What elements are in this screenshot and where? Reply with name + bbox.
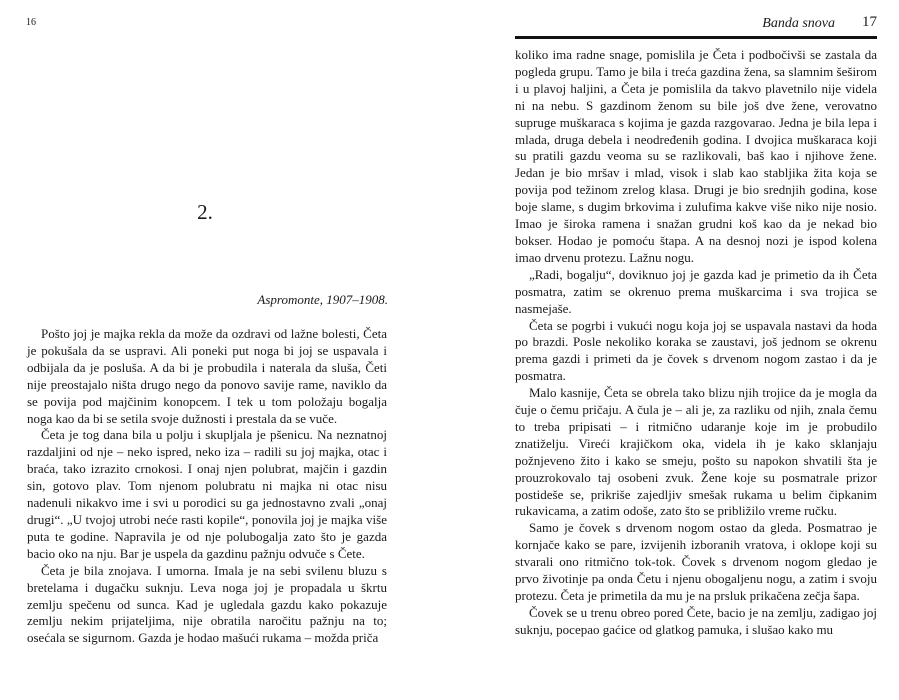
paragraph: „Radi, bogalju“, doviknuo joj je gazda kad je primetio da ih Četa posmatra, zatim se okrenuo prema muškarcima i sva trojica se nasmejaše. bbox=[515, 266, 877, 316]
right-page-number: 17 bbox=[862, 14, 877, 30]
paragraph: Pošto joj je majka rekla da može da ozdravi od lažne bolesti, Četa je pokušala da se uspravi. Ali poneki put noga bi joj se uspavala i odbijala da je posluša. A da bi je probudila i naterala da sluša, Četi nije preostajalo ništa drugo nego da ponovo savije rame, naviklo da se povija pod majčinim konopcem. I tek u tom položaju bogalja noga kao da bi se setila svoje dužnosti i prestala da se vuče. bbox=[27, 326, 387, 426]
left-body-text bbox=[27, 326, 387, 647]
right-page bbox=[450, 0, 899, 700]
paragraph: Čovek se u trenu obreo pored Čete, bacio je na zemlju, zadigao joj suknju, pocepao gaćice od glatkog pamuka, i slušao kako mu bbox=[515, 604, 877, 637]
paragraph: Samo je čovek s drvenom nogom ostao da gleda. Posmatrao je kornjače kako se pare, izvijenih izboranih vratova, i oklope koji su stvarali ono ritmično tok-tok. Čovek s drvenom nogom gledao je prvo životinje pa onda Četu i njenu obogaljenu nogu, a zatim i svoju protezu. Četa je primetila da mu je na prsluk prikačena zečja šapa. bbox=[515, 520, 877, 603]
paragraph: Četa se pogrbi i vukući nogu koja joj se uspavala nastavi da hoda po brazdi. Posle nekoliko koraka se zaustavi, još jednom se okrenu prema gazdi i primeti da je čovek s drvenom nogom zastao i da je posmatra. bbox=[515, 317, 877, 384]
epigraph: Aspromonte, 1907–1908. bbox=[257, 292, 388, 307]
paragraph: Četa je bila znojava. I umorna. Imala je na sebi svilenu bluzu s bretelama i dugačku suknju. Leva noga joj je propadala u škrtu zemlju spečenu od sunca. Kad je ugledala gazdu kako pokazuje zemlju nekim prijateljima, nije obratila naročitu pažnju na to; osećala se sigurnom. Gazda je hodao mašući rukama – možda priča bbox=[27, 562, 387, 646]
paragraph: Četa je tog dana bila u polju i skupljala je pšenicu. Na neznatnoj razdaljini od nje – neko ispred, neko iza – radili su joj majka, otac i braća, tako izrazito crnokosi. I onaj njen polubrat, majčin i gazdin sin, gotovo plav. Tom njenom polubratu ni majka ni otac nisu nadenuli nikakvo ime i svi u porodici su ga jednostavno zvali „onaj drugi“. „U tvojoj utrobi neće rasti kopile“, ponovila joj je majka više puta te godine. Napravila je od nje polubogalja zato što je gazda bacio oko na nju. Bar je uspela da gazdinu pažnju odvuče s Čete. bbox=[27, 427, 387, 561]
paragraph: Malo kasnije, Četa se obrela tako blizu njih trojice da je mogla da čuje o čemu pričaju. A čula je – ali je, za razliku od njih, znala čemu to treba pripisati – i ritmično udaranje koje im je probudilo znatiželju. Vireći krajičkom oka, videla ih je kako sklanjaju požnjeveno žito i kako se smeju, pošto su napokon shvatili šta je prouzrokovalo taj osobeni zvuk. Žene koje su posmatrale prizor postideše se, prikriše zajedljiv smešak rukama u belim čipkanim rukavicama, a zatim odoše, zato što se približilo vreme ručku. bbox=[515, 385, 877, 519]
running-header bbox=[515, 14, 877, 39]
running-title: Banda snova bbox=[762, 16, 835, 31]
right-body-text bbox=[515, 47, 877, 639]
paragraph: koliko ima radne snage, pomislila je Četa i podbočivši se zastala da pogleda grupu. Tamo je bila i treća gazdina žena, sa slamnim šeširom i u plavoj haljini, a Četa je pomislila da takvo plavetnilo nije videla ni na nebu. S gazdinom ženom su bile još dve žene, verovatno supruge muškaraca s kojima je gazda razgovarao. Jedna je bila lepa i mlada, druga debela i neodređenih godina. I dvojica muškaraca koji su pratili gazdu veoma su se razlikovali, baš kao i njihove žene. Jedan je bio mršav i mlad, visok i slab kao stabljika žita koja se povija pod težinom zrelog klasa. Drugi je bio srednjih godina, kose boje slame, s dugim brkovima i zulufima kakve više niko nije nosio. Imao je široka ramena i snažan grudni koš kao da je nekad bio bokser. Hodao je pomoću štapa. A na desnoj nozi je ispod kolena imao drvenu protezu. Lažnu nogu. bbox=[515, 47, 877, 265]
left-page-number: 16 bbox=[26, 17, 36, 28]
chapter-number: 2. bbox=[197, 200, 213, 224]
